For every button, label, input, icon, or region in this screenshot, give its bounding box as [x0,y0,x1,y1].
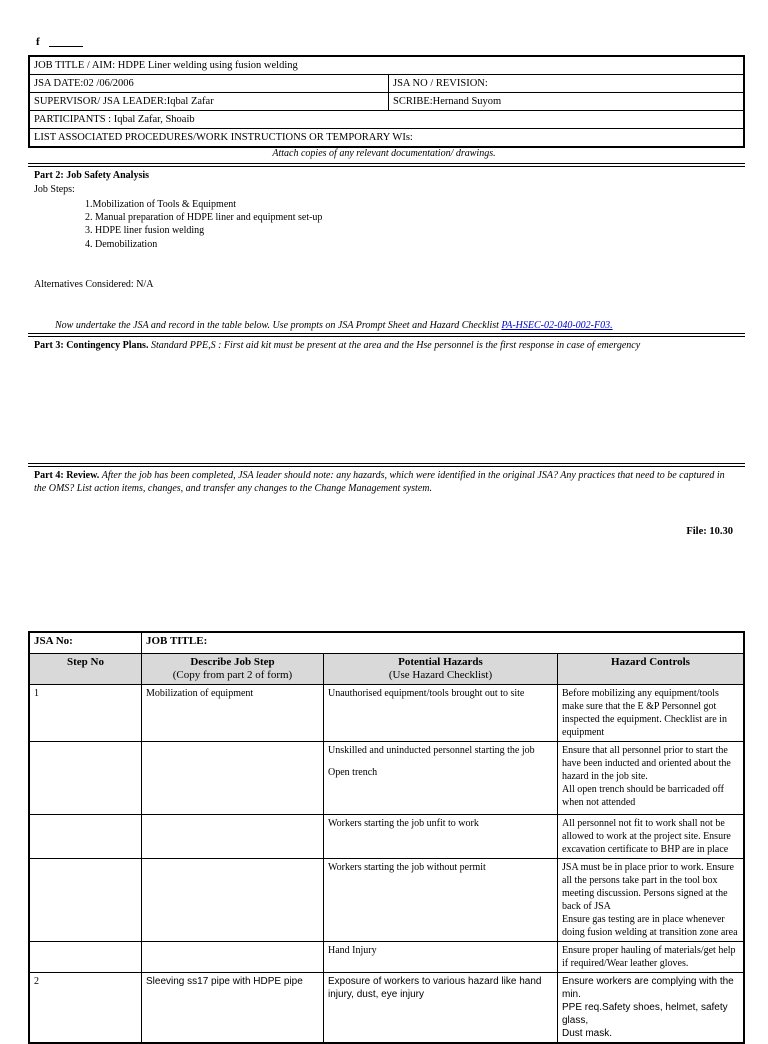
control-cell: Before mobilizing any equipment/tools make sure that the E &P Personnel got inspected the equipment. Checklist are in equipment [558,685,745,742]
section-divider [28,163,745,167]
control-text: Ensure workers are complying with the min. [562,976,734,1000]
hazard-cell: Hand Injury [324,942,558,973]
step-description [142,742,324,815]
table-row [29,742,744,815]
part4-text: After the job has been completed, JSA leader should note: any hazards, which were identified in the original JSA? Any practices that need to be captured in the OMS? List action items, changes, and transfer any changes to the Change Management system. [34,470,725,494]
control-text: Ensure gas testing are in place whenever doing fusion welding at transition zone area [562,914,738,938]
section-divider [28,333,745,337]
col-hazards-header [324,654,558,685]
step-description: Sleeving ss17 pipe with HDPE pipe [142,973,324,1044]
job-step-4: 4. Demobilization [85,239,158,250]
jsa-no-label: JSA No: [29,632,142,654]
col-describe-title: Describe Job Step [190,656,275,668]
step-number [29,859,142,942]
col-hazards-title: Potential Hazards [398,656,483,668]
hazard-text: Open trench [328,767,378,778]
jsa-date-cell: JSA DATE:02 /06/2006 [29,75,389,93]
control-cell [558,973,745,1044]
alternatives-considered: Alternatives Considered: N/A [34,279,154,290]
step-description [142,942,324,973]
step-number [29,815,142,859]
file-label: File: 10.30 [686,526,733,537]
jsa-instruction-text: Now undertake the JSA and record in the table below. Use prompts on JSA Prompt Sheet and Hazard Checklist [55,320,499,331]
procedures-cell: LIST ASSOCIATED PROCEDURES/WORK INSTRUCTIONS OR TEMPORARY WIs: [29,129,744,148]
jsa-header-table [28,55,745,148]
part3-title: Part 3: Contingency Plans. [34,340,149,351]
col-step-header: Step No [29,654,142,685]
hazard-checklist-link[interactable]: PA-HSEC-02-040-002-F03. [501,320,613,331]
part3-text: Standard PPE,S : First aid kit must be present at the area and the Hse personnel is the first response in case of emergency [150,340,641,351]
table-row [29,973,744,1044]
control-cell [558,859,745,942]
jsa-instruction [55,319,613,332]
table-row [29,685,744,742]
job-title-label: JOB TITLE: [142,632,745,654]
hazard-text: Unskilled and uninducted personnel starting the job [328,745,535,756]
job-title-cell: JOB TITLE / AIM: HDPE Liner welding using fusion welding [29,56,744,75]
step-number: 2 [29,973,142,1044]
table-row [29,942,744,973]
jsa-table [28,631,745,1044]
col-controls-header: Hazard Controls [558,654,745,685]
control-text: Ensure that all personnel prior to start the have been inducted and oriented about the hazard in the job site. [562,745,731,782]
control-text: All open trench should be barricaded off when not attended [562,784,724,808]
job-step-3: 3. HDPE liner fusion welding [85,225,205,236]
hazard-cell: Workers starting the job without permit [324,859,558,942]
step-description [142,815,324,859]
hazard-cell: Unauthorised equipment/tools brought out to site [324,685,558,742]
hazard-cell: Workers starting the job unfit to work [324,815,558,859]
header-mark: f [36,36,40,48]
participants-cell: PARTICIPANTS : Iqbal Zafar, Shoaib [29,111,744,129]
control-text: JSA must be in place prior to work. Ensure all the persons take part in the tool box meeting discussion. Persons signed at the back of JSA [562,862,734,912]
signature-line [49,46,83,47]
control-cell: Ensure proper hauling of materials/get help if required/Wear leather gloves. [558,942,745,973]
table-row [29,815,744,859]
supervisor-cell: SUPERVISOR/ JSA LEADER:Iqbal Zafar [29,93,389,111]
hazard-cell [324,742,558,815]
col-hazards-sub: (Use Hazard Checklist) [388,669,493,681]
control-cell: All personnel not fit to work shall not be allowed to work at the project site. Ensure excavation certificate to BHP are in place [558,815,745,859]
part4-block [34,469,739,495]
scribe-cell: SCRIBE:Hernand Suyom [389,93,745,111]
step-description [142,859,324,942]
section-divider [28,463,745,467]
part3-block [34,339,734,352]
col-describe-header [142,654,324,685]
step-number [29,742,142,815]
table-row [29,859,744,942]
hazard-cell: Exposure of workers to various hazard like hand injury, dust, eye injury [324,973,558,1044]
part2-title: Part 2: Job Safety Analysis [34,170,149,181]
job-step-2: 2. Manual preparation of HDPE liner and equipment set-up [85,212,323,223]
attach-note: Attach copies of any relevant documentation/ drawings. [272,148,496,159]
job-step-1: 1.Mobilization of Tools & Equipment [85,199,237,210]
part4-title: Part 4: Review. [34,470,100,481]
control-text: PPE req.Safety shoes, helmet, safety glass, [562,1002,728,1026]
job-steps-label: Job Steps: [34,184,75,195]
jsa-no-cell: JSA NO / REVISION: [389,75,745,93]
control-text: Dust mask. [562,1028,613,1039]
col-describe-sub: (Copy from part 2 of form) [172,669,293,681]
step-description: Mobilization of equipment [142,685,324,742]
step-number [29,942,142,973]
control-cell [558,742,745,815]
step-number: 1 [29,685,142,742]
